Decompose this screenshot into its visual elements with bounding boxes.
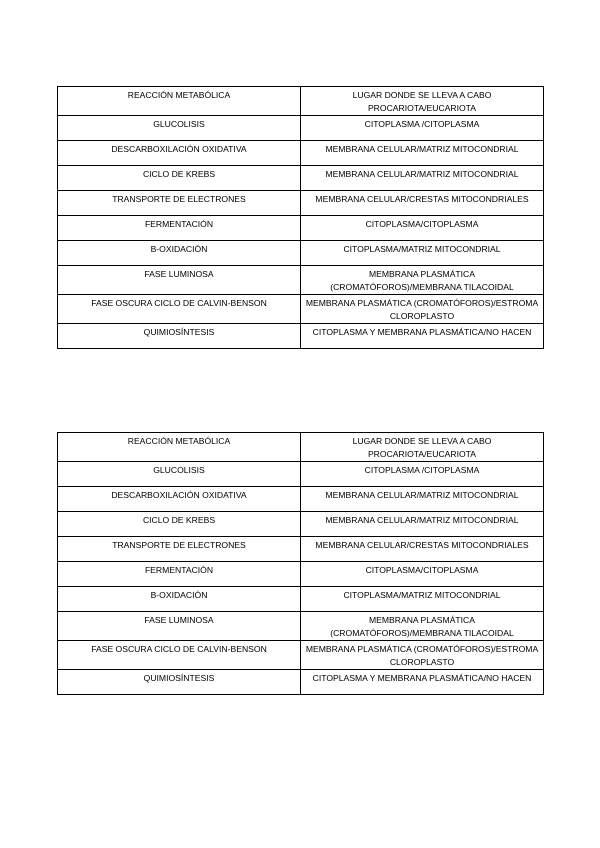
table-row <box>58 587 544 612</box>
reaction-cell: TRANSPORTE DE ELECTRONES <box>58 191 301 216</box>
reaction-cell: Β-OXIDACIÓN <box>58 587 301 612</box>
table-row <box>58 487 544 512</box>
table-header-row <box>58 87 544 116</box>
header-location-cell: LUGAR DONDE SE LLEVA A CABO PROCARIOTA/EUCARIOTA <box>301 433 544 462</box>
reaction-cell: DESCARBOXILACIÓN OXIDATIVA <box>58 141 301 166</box>
location-cell: CITOPLASMA/MATRIZ MITOCONDRIAL <box>301 241 544 266</box>
table-row <box>58 166 544 191</box>
reaction-cell: QUIMIOSÍNTESIS <box>58 324 301 349</box>
table-row <box>58 641 544 670</box>
table-row <box>58 241 544 266</box>
location-cell: MEMBRANA CELULAR/CRESTAS MITOCONDRIALES <box>301 537 544 562</box>
table-row <box>58 537 544 562</box>
table-row <box>58 512 544 537</box>
location-cell: CITOPLASMA/CITOPLASMA <box>301 216 544 241</box>
location-cell: CITOPLASMA Y MEMBRANA PLASMÁTICA/NO HACEN <box>301 670 544 695</box>
location-cell: MEMBRANA CELULAR/MATRIZ MITOCONDRIAL <box>301 487 544 512</box>
header-location-cell: LUGAR DONDE SE LLEVA A CABO PROCARIOTA/EUCARIOTA <box>301 87 544 116</box>
table-row <box>58 612 544 641</box>
location-cell: MEMBRANA CELULAR/MATRIZ MITOCONDRIAL <box>301 141 544 166</box>
metabolic-reaction-table <box>57 432 544 695</box>
reaction-cell: CICLO DE KREBS <box>58 166 301 191</box>
reaction-cell: QUIMIOSÍNTESIS <box>58 670 301 695</box>
location-cell: CITOPLASMA /CITOPLASMA <box>301 116 544 141</box>
location-cell: MEMBRANA CELULAR/MATRIZ MITOCONDRIAL <box>301 166 544 191</box>
location-cell: MEMBRANA PLASMÁTICA (CROMATÓFOROS)/ESTROMA CLOROPLASTO <box>301 641 544 670</box>
reaction-cell: FERMENTACIÓN <box>58 562 301 587</box>
reaction-cell: TRANSPORTE DE ELECTRONES <box>58 537 301 562</box>
location-cell: MEMBRANA CELULAR/CRESTAS MITOCONDRIALES <box>301 191 544 216</box>
table-row <box>58 462 544 487</box>
table-row <box>58 295 544 324</box>
metabolic-reaction-table <box>57 86 544 349</box>
table-row <box>58 116 544 141</box>
reaction-cell: FASE OSCURA CICLO DE CALVIN-BENSON <box>58 295 301 324</box>
reaction-cell: FASE LUMINOSA <box>58 266 301 295</box>
header-reaction-cell: REACCIÓN METABÓLICA <box>58 433 301 462</box>
reaction-cell: CICLO DE KREBS <box>58 512 301 537</box>
reaction-cell: FASE OSCURA CICLO DE CALVIN-BENSON <box>58 641 301 670</box>
location-cell: CITOPLASMA /CITOPLASMA <box>301 462 544 487</box>
reaction-cell: FASE LUMINOSA <box>58 612 301 641</box>
location-cell: CITOPLASMA Y MEMBRANA PLASMÁTICA/NO HACEN <box>301 324 544 349</box>
table-header-row <box>58 433 544 462</box>
location-cell: MEMBRANA PLASMÁTICA (CROMATÓFOROS)/ESTROMA CLOROPLASTO <box>301 295 544 324</box>
reaction-cell: Β-OXIDACIÓN <box>58 241 301 266</box>
table-row <box>58 191 544 216</box>
location-cell: MEMBRANA PLASMÁTICA (CROMATÓFOROS)/MEMBRANA TILACOIDAL <box>301 612 544 641</box>
table-row <box>58 141 544 166</box>
location-cell: CITOPLASMA/CITOPLASMA <box>301 562 544 587</box>
table-row <box>58 266 544 295</box>
reaction-cell: GLUCOLISIS <box>58 116 301 141</box>
table-row <box>58 216 544 241</box>
table-row <box>58 562 544 587</box>
location-cell: MEMBRANA PLASMÁTICA (CROMATÓFOROS)/MEMBRANA TILACOIDAL <box>301 266 544 295</box>
table-row <box>58 324 544 349</box>
reaction-cell: DESCARBOXILACIÓN OXIDATIVA <box>58 487 301 512</box>
reaction-cell: FERMENTACIÓN <box>58 216 301 241</box>
header-reaction-cell: REACCIÓN METABÓLICA <box>58 87 301 116</box>
table-row <box>58 670 544 695</box>
location-cell: CITOPLASMA/MATRIZ MITOCONDRIAL <box>301 587 544 612</box>
location-cell: MEMBRANA CELULAR/MATRIZ MITOCONDRIAL <box>301 512 544 537</box>
reaction-cell: GLUCOLISIS <box>58 462 301 487</box>
